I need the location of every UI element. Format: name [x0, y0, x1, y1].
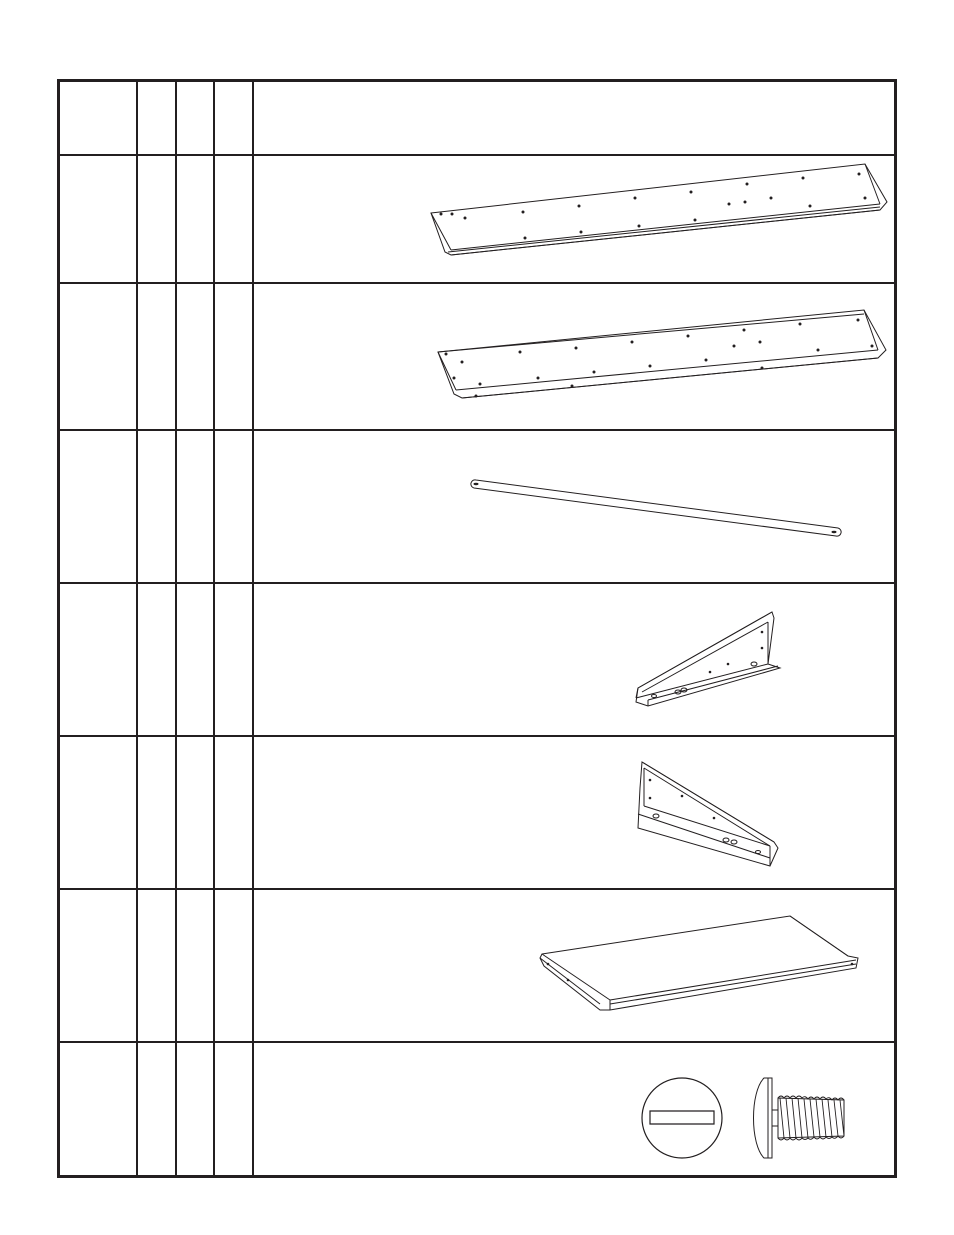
- slotted-bolt-icon: [640, 1072, 850, 1164]
- long-shelf-rail-icon: [434, 306, 890, 402]
- row-divider: [60, 888, 894, 890]
- left-gusset-bracket-icon: [632, 608, 780, 710]
- column-divider: [252, 82, 254, 1175]
- row-divider: [60, 429, 894, 431]
- short-shelf-rail-icon: [425, 158, 890, 263]
- row-divider: [60, 582, 894, 584]
- row-divider: [60, 735, 894, 737]
- row-divider: [60, 154, 894, 156]
- column-divider: [213, 82, 215, 1175]
- right-gusset-bracket-icon: [634, 758, 780, 870]
- column-divider: [175, 82, 177, 1175]
- cross-brace-bar-icon: [466, 476, 846, 538]
- row-divider: [60, 282, 894, 284]
- column-divider: [136, 82, 138, 1175]
- shelf-panel-icon: [536, 912, 864, 1016]
- row-divider: [60, 1041, 894, 1043]
